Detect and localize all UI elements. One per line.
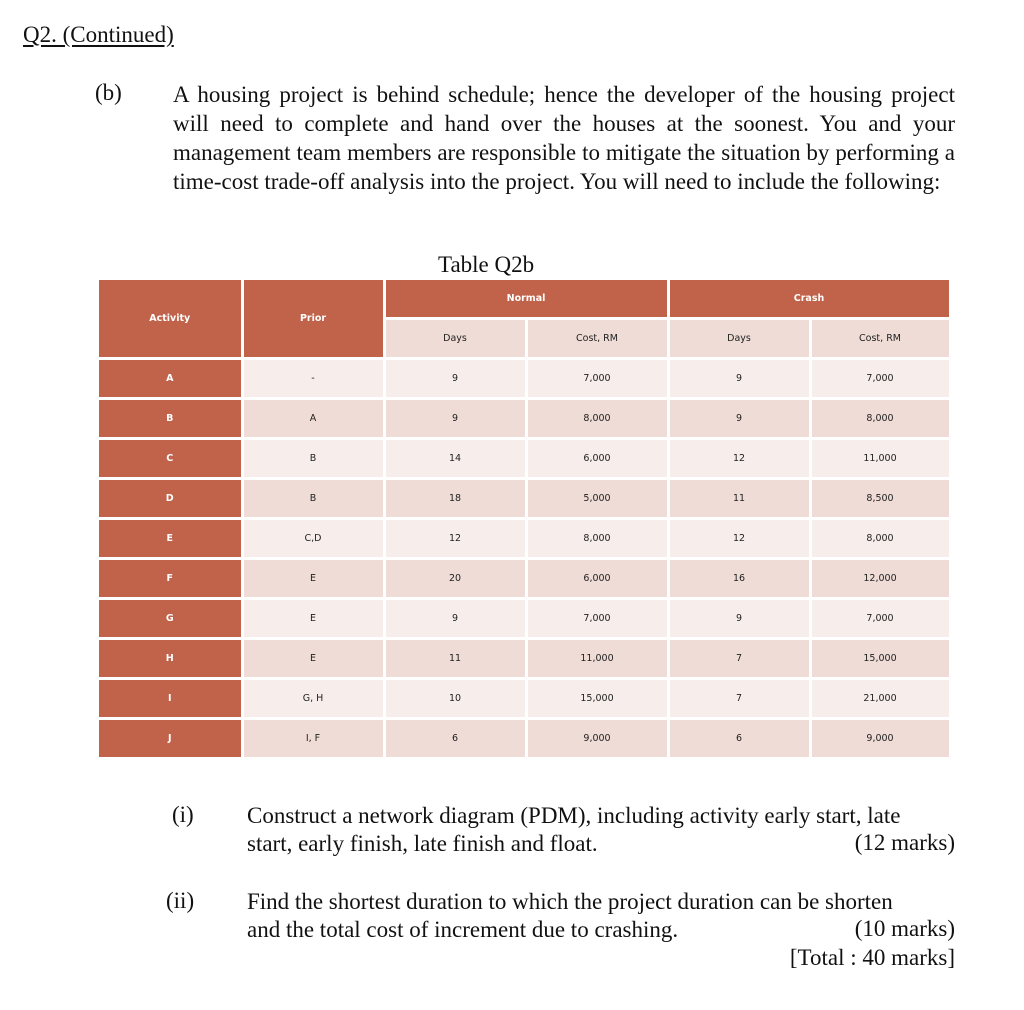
normal-days-cell: 10 bbox=[384, 679, 526, 719]
header-normal-cost: Cost, RM bbox=[526, 319, 668, 359]
crash-days-cell: 9 bbox=[668, 359, 810, 399]
activity-table bbox=[99, 280, 952, 760]
activity-cell: A bbox=[99, 359, 242, 399]
normal-cost-cell: 11,000 bbox=[526, 639, 668, 679]
activity-cell: C bbox=[99, 439, 242, 479]
prior-cell: C,D bbox=[242, 519, 384, 559]
total-marks: [Total : 40 marks] bbox=[789, 945, 955, 970]
header-crash-days: Days bbox=[668, 319, 810, 359]
normal-days-cell: 12 bbox=[384, 519, 526, 559]
normal-cost-cell: 5,000 bbox=[526, 479, 668, 519]
crash-days-cell: 12 bbox=[668, 439, 810, 479]
prior-cell: G, H bbox=[242, 679, 384, 719]
table-row bbox=[99, 639, 950, 679]
table-row bbox=[99, 519, 950, 559]
prior-cell: A bbox=[242, 399, 384, 439]
activity-cell: H bbox=[99, 639, 242, 679]
header-normal-days: Days bbox=[384, 319, 526, 359]
table-row bbox=[99, 439, 950, 479]
prior-cell: B bbox=[242, 439, 384, 479]
prior-cell: E bbox=[242, 559, 384, 599]
table-row bbox=[99, 359, 950, 399]
crash-cost-cell: 8,500 bbox=[810, 479, 950, 519]
question-i-line2: start, early finish, late finish and float. bbox=[247, 831, 598, 856]
activity-cell: F bbox=[99, 559, 242, 599]
crash-cost-cell: 7,000 bbox=[810, 359, 950, 399]
table-row bbox=[99, 679, 950, 719]
normal-days-cell: 9 bbox=[384, 599, 526, 639]
normal-days-cell: 11 bbox=[384, 639, 526, 679]
crash-cost-cell: 12,000 bbox=[810, 559, 950, 599]
crash-cost-cell: 15,000 bbox=[810, 639, 950, 679]
activity-cell: B bbox=[99, 399, 242, 439]
prior-cell: E bbox=[242, 639, 384, 679]
crash-cost-cell: 8,000 bbox=[810, 399, 950, 439]
crash-cost-cell: 7,000 bbox=[810, 599, 950, 639]
activity-cell: J bbox=[99, 719, 242, 759]
question-ii-line2: and the total cost of increment due to crashing. bbox=[247, 917, 679, 942]
normal-cost-cell: 7,000 bbox=[526, 599, 668, 639]
prior-cell: I, F bbox=[242, 719, 384, 759]
table-caption: Table Q2b bbox=[438, 252, 535, 277]
crash-days-cell: 11 bbox=[668, 479, 810, 519]
normal-days-cell: 14 bbox=[384, 439, 526, 479]
header-crash-cost: Cost, RM bbox=[810, 319, 950, 359]
normal-days-cell: 18 bbox=[384, 479, 526, 519]
question-ii-label: (ii) bbox=[166, 888, 195, 913]
activity-cell: I bbox=[99, 679, 242, 719]
question-i-line1: Construct a network diagram (PDM), including activity early start, late bbox=[247, 803, 901, 828]
prior-cell: B bbox=[242, 479, 384, 519]
activity-cell: E bbox=[99, 519, 242, 559]
prior-cell: - bbox=[242, 359, 384, 399]
normal-cost-cell: 15,000 bbox=[526, 679, 668, 719]
crash-days-cell: 9 bbox=[668, 599, 810, 639]
normal-cost-cell: 9,000 bbox=[526, 719, 668, 759]
part-description: A housing project is behind schedule; hence the developer of the housing project will need to complete and hand over the houses at the soonest. You and your management team members are responsible to mitigate the situation by performing a time-cost trade-off analysis into the project. You will need to include the following: bbox=[173, 82, 955, 194]
normal-cost-cell: 8,000 bbox=[526, 399, 668, 439]
table-row bbox=[99, 399, 950, 439]
normal-days-cell: 9 bbox=[384, 359, 526, 399]
header-normal: Normal bbox=[384, 280, 668, 319]
header-activity: Activity bbox=[99, 280, 242, 359]
normal-cost-cell: 8,000 bbox=[526, 519, 668, 559]
part-label: (b) bbox=[95, 80, 122, 105]
question-ii-marks: (10 marks) bbox=[854, 916, 955, 941]
normal-cost-cell: 7,000 bbox=[526, 359, 668, 399]
crash-cost-cell: 21,000 bbox=[810, 679, 950, 719]
prior-cell: E bbox=[242, 599, 384, 639]
crash-days-cell: 7 bbox=[668, 679, 810, 719]
table-row bbox=[99, 479, 950, 519]
header-crash: Crash bbox=[668, 280, 950, 319]
normal-days-cell: 9 bbox=[384, 399, 526, 439]
normal-cost-cell: 6,000 bbox=[526, 559, 668, 599]
normal-days-cell: 20 bbox=[384, 559, 526, 599]
crash-days-cell: 16 bbox=[668, 559, 810, 599]
table-row bbox=[99, 719, 950, 759]
table-row bbox=[99, 599, 950, 639]
crash-days-cell: 12 bbox=[668, 519, 810, 559]
crash-cost-cell: 11,000 bbox=[810, 439, 950, 479]
normal-cost-cell: 6,000 bbox=[526, 439, 668, 479]
activity-cell: G bbox=[99, 599, 242, 639]
crash-cost-cell: 9,000 bbox=[810, 719, 950, 759]
table-row bbox=[99, 559, 950, 599]
activity-cell: D bbox=[99, 479, 242, 519]
header-prior: Prior bbox=[242, 280, 384, 359]
crash-days-cell: 9 bbox=[668, 399, 810, 439]
normal-days-cell: 6 bbox=[384, 719, 526, 759]
question-i-label: (i) bbox=[172, 802, 194, 827]
question-ii-line1: Find the shortest duration to which the project duration can be shorten bbox=[247, 889, 893, 914]
crash-days-cell: 7 bbox=[668, 639, 810, 679]
question-heading: Q2. (Continued) bbox=[23, 22, 174, 47]
question-i-marks: (12 marks) bbox=[854, 830, 955, 855]
crash-cost-cell: 8,000 bbox=[810, 519, 950, 559]
crash-days-cell: 6 bbox=[668, 719, 810, 759]
